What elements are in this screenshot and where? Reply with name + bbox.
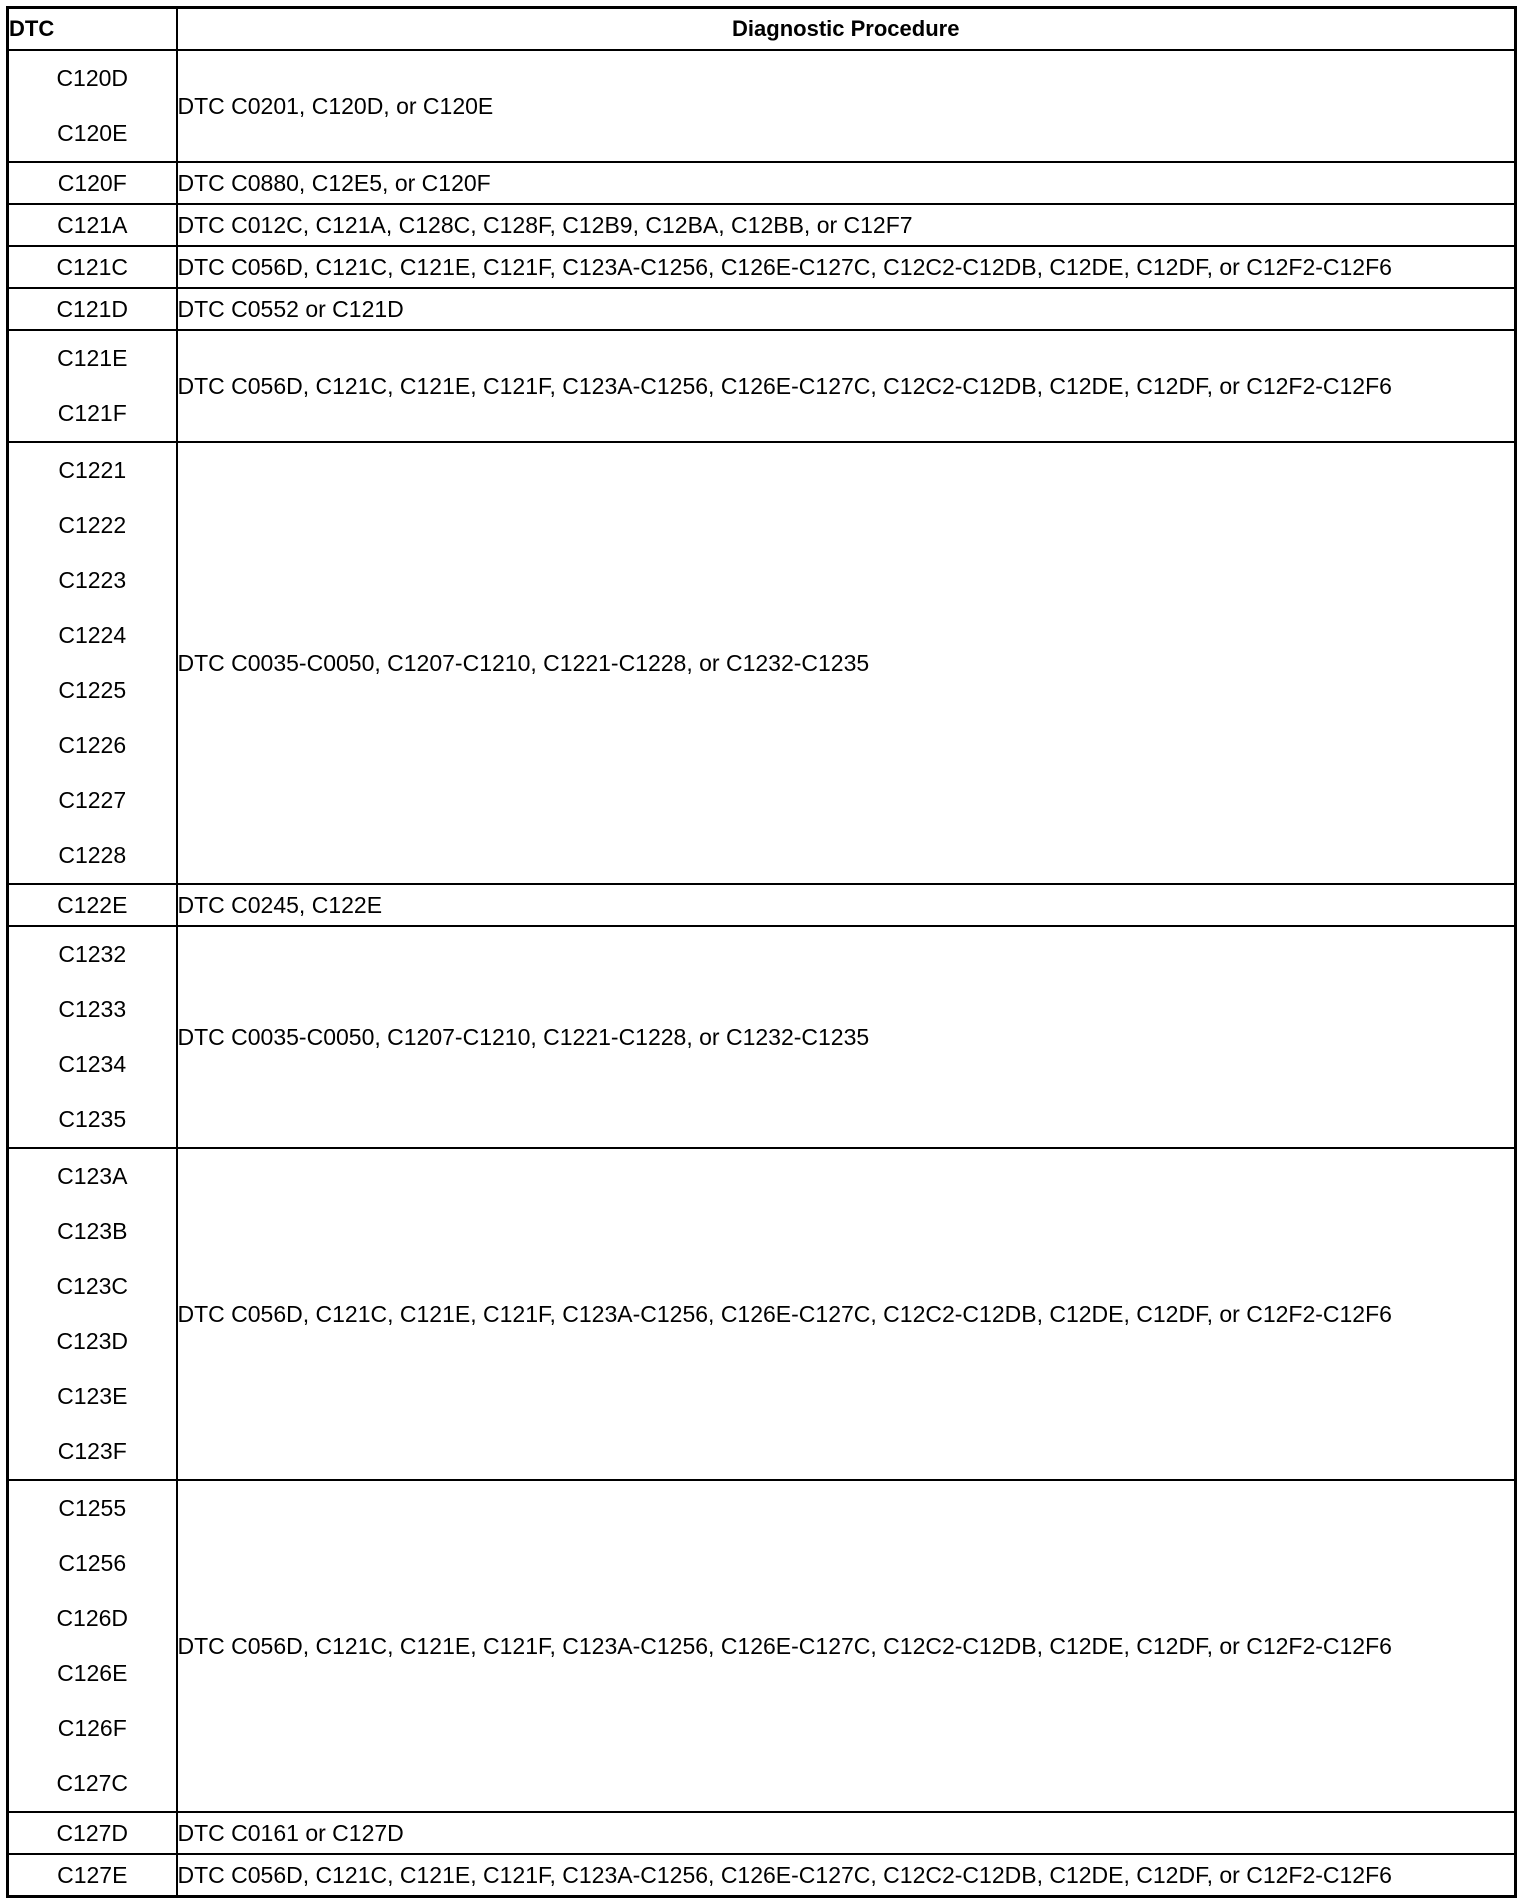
dtc-code-cell <box>8 884 177 926</box>
dtc-code: C1256 <box>58 1550 127 1576</box>
table-row <box>8 926 1516 1148</box>
diagnostic-procedure-cell: DTC C0035-C0050, C1207-C1210, C1221-C1228, or C1232-C1235 <box>177 926 1516 1148</box>
dtc-code: C121D <box>56 296 129 322</box>
dtc-code: C123E <box>57 1383 128 1409</box>
table-row <box>8 50 1516 162</box>
table-row <box>8 1812 1516 1854</box>
dtc-code: C1232 <box>58 941 127 967</box>
dtc-code: C1226 <box>58 732 127 758</box>
dtc-code: C1228 <box>58 842 127 868</box>
diagnostic-procedure-cell: DTC C056D, C121C, C121E, C121F, C123A-C1256, C126E-C127C, C12C2-C12DB, C12DE, C12DF, or C12F2-C12F6 <box>177 330 1516 442</box>
dtc-code: C120D <box>56 65 129 91</box>
procedure-column-header: Diagnostic Procedure <box>177 8 1516 51</box>
dtc-code-cell <box>8 1812 177 1854</box>
dtc-code: C1227 <box>58 787 127 813</box>
dtc-code: C120E <box>57 120 128 146</box>
diagnostic-procedure-cell: DTC C0552 or C121D <box>177 288 1516 330</box>
dtc-code-cell <box>8 330 177 442</box>
dtc-code: C1233 <box>58 996 127 1022</box>
dtc-code: C121F <box>57 400 127 426</box>
dtc-code-cell <box>8 204 177 246</box>
dtc-code-cell <box>8 1148 177 1480</box>
diagnostic-procedure-cell: DTC C0035-C0050, C1207-C1210, C1221-C1228, or C1232-C1235 <box>177 442 1516 884</box>
dtc-code-cell <box>8 1854 177 1897</box>
dtc-code: C123F <box>57 1438 127 1464</box>
dtc-code-cell <box>8 50 177 162</box>
diagnostic-procedure-cell: DTC C0201, C120D, or C120E <box>177 50 1516 162</box>
table-header <box>8 8 1516 51</box>
dtc-code-cell <box>8 288 177 330</box>
dtc-code: C121E <box>57 345 128 371</box>
table-row <box>8 204 1516 246</box>
dtc-code: C123D <box>56 1328 129 1354</box>
table-row <box>8 1148 1516 1480</box>
table-row <box>8 1854 1516 1897</box>
dtc-column-header: DTC <box>8 8 177 51</box>
dtc-code: C1225 <box>58 677 127 703</box>
dtc-code-cell <box>8 442 177 884</box>
dtc-code-cell <box>8 1480 177 1812</box>
diagnostic-procedure-cell: DTC C0245, C122E <box>177 884 1516 926</box>
table-row <box>8 162 1516 204</box>
diagnostic-procedure-cell: DTC C056D, C121C, C121E, C121F, C123A-C1256, C126E-C127C, C12C2-C12DB, C12DE, C12DF, or C12F2-C12F6 <box>177 1148 1516 1480</box>
diagnostic-procedure-cell: DTC C0161 or C127D <box>177 1812 1516 1854</box>
dtc-code: C1221 <box>58 457 127 483</box>
dtc-code-cell <box>8 926 177 1148</box>
dtc-code: C1235 <box>58 1106 127 1132</box>
diagnostic-procedure-cell: DTC C056D, C121C, C121E, C121F, C123A-C1256, C126E-C127C, C12C2-C12DB, C12DE, C12DF, or C12F2-C12F6 <box>177 246 1516 288</box>
dtc-code-cell <box>8 246 177 288</box>
dtc-code: C1223 <box>58 567 127 593</box>
dtc-code: C1222 <box>58 512 127 538</box>
dtc-code: C1255 <box>58 1495 127 1521</box>
header-row <box>8 8 1516 51</box>
dtc-code: C127D <box>56 1820 129 1846</box>
dtc-code: C127C <box>56 1770 129 1796</box>
dtc-code: C127E <box>57 1862 128 1888</box>
dtc-code: C1224 <box>58 622 127 648</box>
diagnostic-procedure-cell: DTC C056D, C121C, C121E, C121F, C123A-C1256, C126E-C127C, C12C2-C12DB, C12DE, C12DF, or C12F2-C12F6 <box>177 1854 1516 1897</box>
diagnostic-procedure-cell: DTC C056D, C121C, C121E, C121F, C123A-C1256, C126E-C127C, C12C2-C12DB, C12DE, C12DF, or C12F2-C12F6 <box>177 1480 1516 1812</box>
table-row <box>8 330 1516 442</box>
table-body <box>8 50 1516 1897</box>
dtc-table <box>6 6 1517 1898</box>
table-row <box>8 246 1516 288</box>
dtc-code: C123A <box>57 1163 128 1189</box>
diagnostic-procedure-cell: DTC C0880, C12E5, or C120F <box>177 162 1516 204</box>
dtc-code: C121A <box>57 212 128 238</box>
diagnostic-procedure-cell: DTC C012C, C121A, C128C, C128F, C12B9, C12BA, C12BB, or C12F7 <box>177 204 1516 246</box>
table-row <box>8 288 1516 330</box>
dtc-code: C120F <box>57 170 127 196</box>
dtc-code: C122E <box>57 892 128 918</box>
table-row <box>8 442 1516 884</box>
dtc-code: C123C <box>56 1273 129 1299</box>
dtc-code: C126D <box>56 1605 129 1631</box>
dtc-code: C126F <box>57 1715 127 1741</box>
dtc-code-cell <box>8 162 177 204</box>
dtc-code: C1234 <box>58 1051 127 1077</box>
dtc-code: C123B <box>57 1218 128 1244</box>
dtc-code: C121C <box>56 254 129 280</box>
table-row <box>8 1480 1516 1812</box>
dtc-code: C126E <box>57 1660 128 1686</box>
table-row <box>8 884 1516 926</box>
